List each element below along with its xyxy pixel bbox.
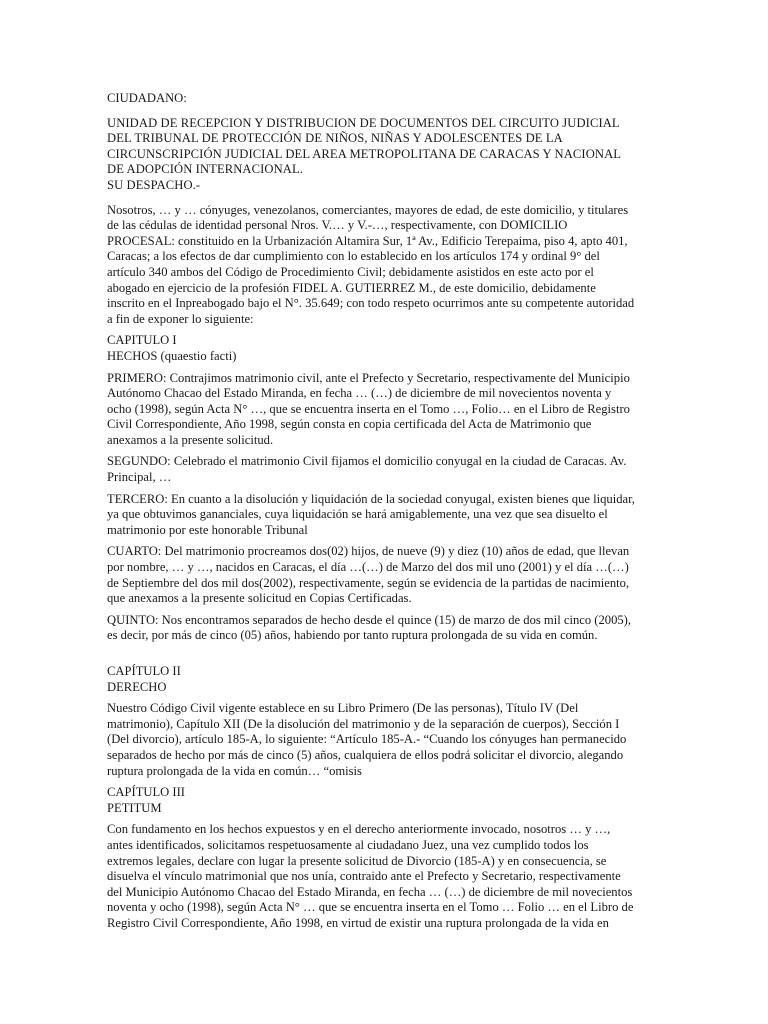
paragraph-line: Registro Civil Correspondiente, Año 1998, en virtud de existir una ruptura prolongada de la vida en [107, 915, 609, 930]
paragraph-line: ocho (1998), según Acta N° …, que se encuentra inserta en el Tomo …, Folio… en el Libro de Registro [107, 401, 630, 416]
paragraph-line: que anexamos a la presente solicitud en Copias Certificadas. [107, 591, 412, 606]
chapter-2-heading [107, 664, 663, 695]
paragraph-line: CUARTO: Del matrimonio procreamos dos(02) hijos, de nueve (9) y diez (10) años de edad, que llevan [107, 544, 630, 559]
paragraph-line: matrimonio por este honorable Tribunal [107, 522, 308, 537]
paragraph-line: Civil Correspondiente, Año 1998, según consta en copia certificada del Acta de Matrimonio que [107, 417, 592, 432]
addressee-block [107, 116, 663, 194]
addressee-line: DE ADOPCIÓN INTERNACIONAL. [107, 162, 304, 177]
paragraph-line: Nuestro Código Civil vigente establece en su Libro Primero (De las personas), Título IV (Del [107, 701, 579, 716]
paragraph-line: PRIMERO: Contrajimos matrimonio civil, ante el Prefecto y Secretario, respectivamente del Municipio [107, 370, 630, 385]
addressee-line: SU DESPACHO.- [107, 177, 201, 192]
paragraph-line: ruptura prolongada de la vida en común… “omisis [107, 763, 362, 778]
paragraph-primero [107, 371, 663, 449]
chapter-1-heading [107, 333, 663, 364]
paragraph-line: noventa y ocho (1998), según Acta N° … que se encuentra inserta en el Tomo … Folio … en el Libro de [107, 900, 634, 915]
paragraph-line: antes identificados, solicitamos respetuosamente al ciudadano Juez, una vez cumplido todos los [107, 837, 589, 852]
paragraph-line: Nosotros, … y … cónyuges, venezolanos, comerciantes, mayores de edad, de este domicilio, y titulares [107, 202, 629, 217]
paragraph-line: es decir, por más de cinco (05) años, habiendo por tanto ruptura prolongada de su vida en común. [107, 628, 598, 643]
chapter-title: CAPITULO I [107, 333, 177, 348]
chapter-3-heading [107, 785, 663, 816]
paragraph-line: TERCERO: En cuanto a la disolución y liquidación de la sociedad conyugal, existen bienes que liquidar, [107, 491, 635, 506]
paragraph-line: Con fundamento en los hechos expuestos y en el derecho anteriormente invocado, nosotros … y …, [107, 822, 611, 837]
paragraph-line: de las cédulas de identidad personal Nros. V.… y V.-…, respectivamente, con DOMICILIO [107, 218, 568, 233]
paragraph-line: Caracas; a los efectos de dar cumplimiento con lo establecido en los artículos 174 y ordinal 9° del [107, 249, 600, 264]
paragraph-derecho [107, 701, 663, 779]
paragraph-line: del Municipio Autónomo Chacao del Estado Miranda, en fecha … (…) de diciembre de mil novecientos [107, 884, 633, 899]
paragraph-tercero [107, 492, 663, 539]
chapter-subtitle: PETITUM [107, 800, 162, 815]
chapter-subtitle: DERECHO [107, 679, 167, 694]
paragraph-line: a fin de exponer lo siguiente: [107, 311, 254, 326]
chapter-title: CAPÍTULO III [107, 785, 185, 800]
paragraph-line: PROCESAL: constituido en la Urbanización Altamira Sur, 1ª Av., Edificio Terepaima, piso 4, apto 401, [107, 233, 628, 248]
paragraph-petitum [107, 822, 663, 931]
paragraph-line: SEGUNDO: Celebrado el matrimonio Civil fijamos el domicilio conyugal en la ciudad de Caracas. Av. [107, 454, 627, 469]
paragraph-line: abogado en ejercicio de la profesión FIDEL A. GUTIERREZ M., de este domicilio, debidamente [107, 280, 596, 295]
addressee-line: UNIDAD DE RECEPCION Y DISTRIBUCION DE DOCUMENTOS DEL CIRCUITO JUDICIAL [107, 115, 620, 130]
paragraph-line: matrimonio), Capítulo XII (De la disolución del matrimonio y de la separación de cuerpos), Sección I [107, 716, 620, 731]
paragraph-line: de Septiembre del dos mil dos(2002), respectivamente, según se evidencia de la partidas de nacimiento, [107, 575, 630, 590]
paragraph-line: por nombre, … y …, nacidos en Caracas, el día …(…) de Marzo del dos mil uno (2001) y el día …(…) [107, 560, 629, 575]
paragraph-segundo [107, 454, 663, 485]
intro-paragraph [107, 203, 663, 328]
paragraph-line: artículo 340 ambos del Código de Procedimiento Civil; debidamente asistidos en este acto por el [107, 264, 594, 279]
paragraph-cuarto [107, 544, 663, 606]
chapter-title: CAPÍTULO II [107, 664, 181, 678]
paragraph-line: QUINTO: Nos encontramos separados de hecho desde el quince (15) de marzo de dos mil cinco (2005), [107, 612, 631, 627]
addressee-line: CIRCUNSCRIPCIÓN JUDICIAL DEL AREA METROPOLITANA DE CARACAS Y NACIONAL [107, 146, 622, 161]
chapter-subtitle: HECHOS (quaestio facti) [107, 348, 237, 363]
paragraph-line: separados de hecho por más de cinco (5) años, cualquiera de ellos podrá solicitar el divorcio, alegando [107, 747, 624, 762]
addressee-label: CIUDADANO: [107, 91, 187, 105]
document-page [107, 91, 663, 932]
paragraph-line: ya que obtuvimos gananciales, cuya liquidación se hará amigablemente, una vez que sea disuelto el [107, 507, 608, 522]
paragraph-line: anexamos a la presente solicitud. [107, 432, 274, 447]
paragraph-line: extremos legales, declare con lugar la presente solicitud de Divorcio (185-A) y en consecuencia, se [107, 853, 607, 868]
paragraph-line: (Del divorcio), artículo 185-A, lo siguiente: “Artículo 185-A.- “Cuando los cónyuges han permanecido [107, 732, 627, 747]
paragraph-line: Autónomo Chacao del Estado Miranda, en fecha … (…) de diciembre de mil novecientos noventa y [107, 386, 612, 401]
paragraph-quinto [107, 613, 663, 644]
paragraph-line: inscrito en el Inpreabogado bajo el N°. 35.649; con todo respeto ocurrimos ante su competente autoridad [107, 296, 635, 311]
addressee-line: DEL TRIBUNAL DE PROTECCIÓN DE NIÑOS, NIÑAS Y ADOLESCENTES DE LA [107, 131, 563, 146]
paragraph-line: disuelva el vínculo matrimonial que nos unía, contraido ante el Prefecto y Secretario, respectivamente [107, 869, 621, 884]
paragraph-line: Principal, … [107, 470, 172, 485]
